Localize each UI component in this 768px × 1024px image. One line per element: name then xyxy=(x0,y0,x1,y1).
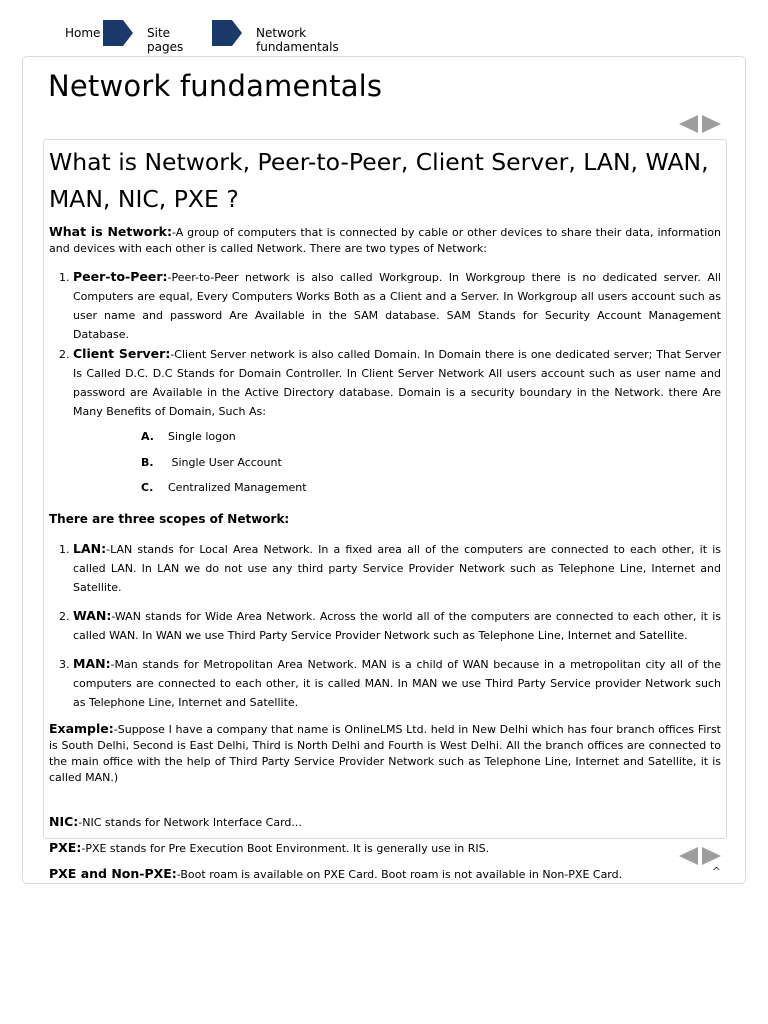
nic-label: NIC: xyxy=(49,813,79,829)
benefit-text: Single logon xyxy=(168,430,236,443)
page-title: Network fundamentals xyxy=(48,69,383,103)
network-label: What is Network: xyxy=(49,224,172,239)
page-card xyxy=(22,56,746,884)
scroll-to-top-icon[interactable]: ^ xyxy=(711,865,721,878)
list-item xyxy=(141,478,721,504)
type-label: Client Server: xyxy=(73,346,171,361)
nic-definition xyxy=(49,814,721,831)
benefit-text: Centralized Management xyxy=(168,481,307,494)
list-item xyxy=(73,539,721,597)
benefit-text: Single User Account xyxy=(168,455,282,469)
benefit-letter: B. xyxy=(141,455,154,469)
next-page-icon[interactable] xyxy=(702,847,721,865)
domain-benefits-list xyxy=(141,427,721,504)
pxe-non-text: -Boot roam is available on PXE Card. Boot roam is not available in Non-PXE Card. xyxy=(176,867,623,881)
breadcrumb-separator-icon xyxy=(212,20,242,46)
breadcrumb-site-pages-link[interactable]: Site pages xyxy=(147,26,184,54)
page-nav-bottom xyxy=(679,847,721,865)
scope-label: LAN: xyxy=(73,540,107,556)
example-text: -Suppose I have a company that name is OnlineLMS Ltd. held in New Delhi which has four branch offices First is South Delhi, Second is East Delhi, Third is North Delhi and Fourth is West Delhi. All the branch offices are connected to the main office with the help of Third Party Service Provider Network such as Telephone Line, Internet and Satellite, it is called MAN.) xyxy=(49,722,721,784)
benefit-letter: A. xyxy=(141,430,154,443)
pxe-non-pxe-definition xyxy=(49,866,721,883)
example-label: Example: xyxy=(49,720,114,736)
list-item xyxy=(141,427,721,453)
scope-text: -LAN stands for Local Area Network. In a fixed area all of the computers are connected to each other, it is called LAN. In LAN we do not use any third party Service Provider Network such as Telephone Line, Internet and Satellite. xyxy=(73,542,721,594)
breadcrumb-current: Network fundamentals xyxy=(256,26,339,54)
type-label: Peer-to-Peer: xyxy=(73,269,168,284)
network-scopes-list xyxy=(49,539,721,712)
scope-text: -Man stands for Metropolitan Area Network. MAN is a child of WAN because in a metropolitan city all of the computers are connected to each other, it is called MAN. In MAN we use Third Party Service provider Network such as Telephone Line, Internet and Satellite. xyxy=(73,657,721,709)
breadcrumb-separator-icon xyxy=(103,20,133,46)
content-heading: What is Network, Peer-to-Peer, Client Server, LAN, WAN, MAN, NIC, PXE ? xyxy=(49,148,709,213)
list-item xyxy=(73,606,721,645)
page-content xyxy=(43,139,727,881)
benefit-letter: C. xyxy=(141,481,154,494)
example-paragraph xyxy=(49,721,721,786)
pxe-non-label: PXE and Non-PXE: xyxy=(49,865,177,881)
scope-text: -WAN stands for Wide Area Network. Across the world all of the computers are connected to each other, it is called WAN. In WAN we use Third Party Service Provider Network such as Telephone Line, Internet and Satellite. xyxy=(73,609,721,642)
network-definition xyxy=(49,224,721,257)
pxe-label: PXE: xyxy=(49,839,82,855)
page-nav-top xyxy=(679,115,721,133)
list-item xyxy=(141,453,721,479)
scope-label: MAN: xyxy=(73,655,111,671)
list-item xyxy=(73,344,721,421)
network-types-list xyxy=(49,267,721,421)
network-text: -A group of computers that is connected by cable or other devices to share their data, information and devices with each other is called Network. There are two types of Network: xyxy=(49,226,721,255)
previous-page-icon[interactable] xyxy=(679,115,698,133)
breadcrumb-home-link[interactable]: Home xyxy=(65,26,101,40)
scopes-heading: There are three scopes of Network: xyxy=(49,511,290,526)
list-item xyxy=(73,654,721,712)
nic-text: -NIC stands for Network Interface Card... xyxy=(78,815,302,829)
list-item xyxy=(73,267,721,344)
scope-label: WAN: xyxy=(73,607,112,623)
pxe-text: -PXE stands for Pre Execution Boot Environment. It is generally use in RIS. xyxy=(81,841,490,855)
type-text: -Peer-to-Peer network is also called Workgroup. In Workgroup there is no dedicated server. All Computers are equal, Every Computers Works Both as a Client and a Server. In Workgroup all users account such as user name and password Are Available in the SAM database. SAM Stands for Security Account Management Database. xyxy=(73,271,721,341)
next-page-icon[interactable] xyxy=(702,115,721,133)
pxe-definition xyxy=(49,840,721,857)
type-text: -Client Server network is also called Domain. In Domain there is one dedicated server; That Server Is Called D.C. D.C Stands for Domain Controller. In Client Server Network All users account such as user name and password are Available in the Active Directory database. Domain is a security boundary in the Network. there Are Many Benefits of Domain, Such As: xyxy=(73,348,721,418)
previous-page-icon[interactable] xyxy=(679,847,698,865)
